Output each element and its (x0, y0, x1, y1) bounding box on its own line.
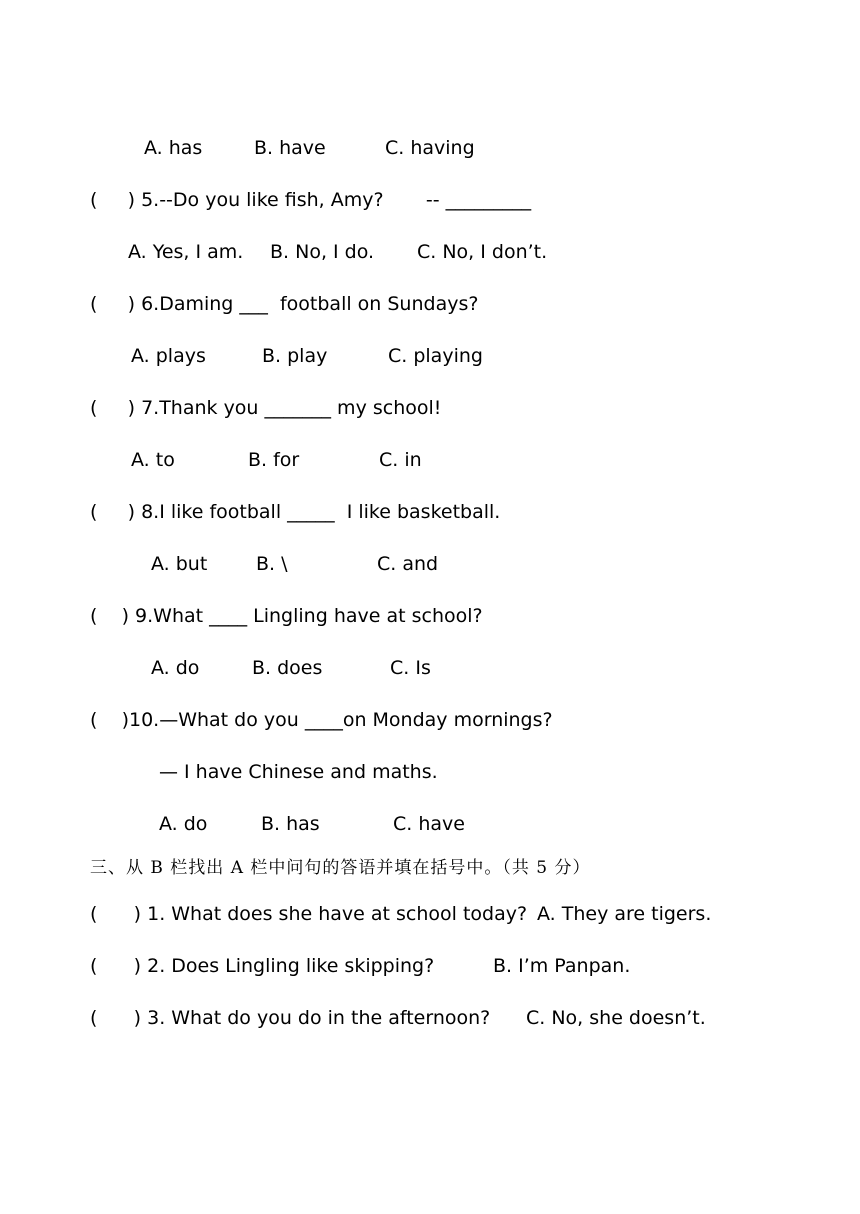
q6-option-a: A. plays (131, 345, 206, 367)
q4-option-c: C. having (385, 137, 475, 159)
q6-stem: ( ) 6.Daming ___ football on Sundays? (90, 293, 479, 315)
q10-stem: ( )10.—What do you ____on Monday mornings? (90, 709, 553, 731)
match-question-3: ( ) 3. What do you do in the afternoon? (90, 1007, 491, 1029)
q6-option-b: B. play (262, 345, 328, 367)
q10-option-b: B. has (261, 813, 320, 835)
q10-option-a: A. do (159, 813, 208, 835)
match-question-1: ( ) 1. What does she have at school today? (90, 903, 528, 925)
q5-option-a: A. Yes, I am. (128, 241, 244, 263)
match-question-2: ( ) 2. Does Lingling like skipping? (90, 955, 435, 977)
section-three-heading: 三、从 B 栏找出 A 栏中问句的答语并填在括号中。（共 5 分） (90, 858, 591, 878)
q4-option-b: B. have (254, 137, 326, 159)
q7-option-a: A. to (131, 449, 175, 471)
match-answer-c: C. No, she doesn’t. (526, 1007, 706, 1029)
match-answer-a: A. They are tigers. (537, 903, 712, 925)
q7-stem: ( ) 7.Thank you _______ my school! (90, 397, 442, 419)
q9-stem: ( ) 9.What ____ Lingling have at school? (90, 605, 483, 627)
q7-option-c: C. in (379, 449, 422, 471)
q7-option-b: B. for (248, 449, 300, 471)
q9-option-b: B. does (252, 657, 323, 679)
match-answer-b: B. I’m Panpan. (493, 955, 631, 977)
q6-option-c: C. playing (388, 345, 483, 367)
q5-option-b: B. No, I do. (270, 241, 375, 263)
q10-option-c: C. have (393, 813, 465, 835)
q10-answer-line: — I have Chinese and maths. (159, 761, 438, 783)
q5-option-c: C. No, I don’t. (417, 241, 548, 263)
q8-option-c: C. and (377, 553, 439, 575)
q9-option-a: A. do (151, 657, 200, 679)
q5-stem: ( ) 5.--Do you like fish, Amy? -- _________ (90, 189, 532, 211)
q8-option-a: A. but (151, 553, 208, 575)
q9-option-c: C. Is (390, 657, 431, 679)
q8-stem: ( ) 8.I like football _____ I like basketball. (90, 501, 501, 523)
q8-option-b: B. \ (256, 553, 288, 575)
q4-option-a: A. has (144, 137, 203, 159)
